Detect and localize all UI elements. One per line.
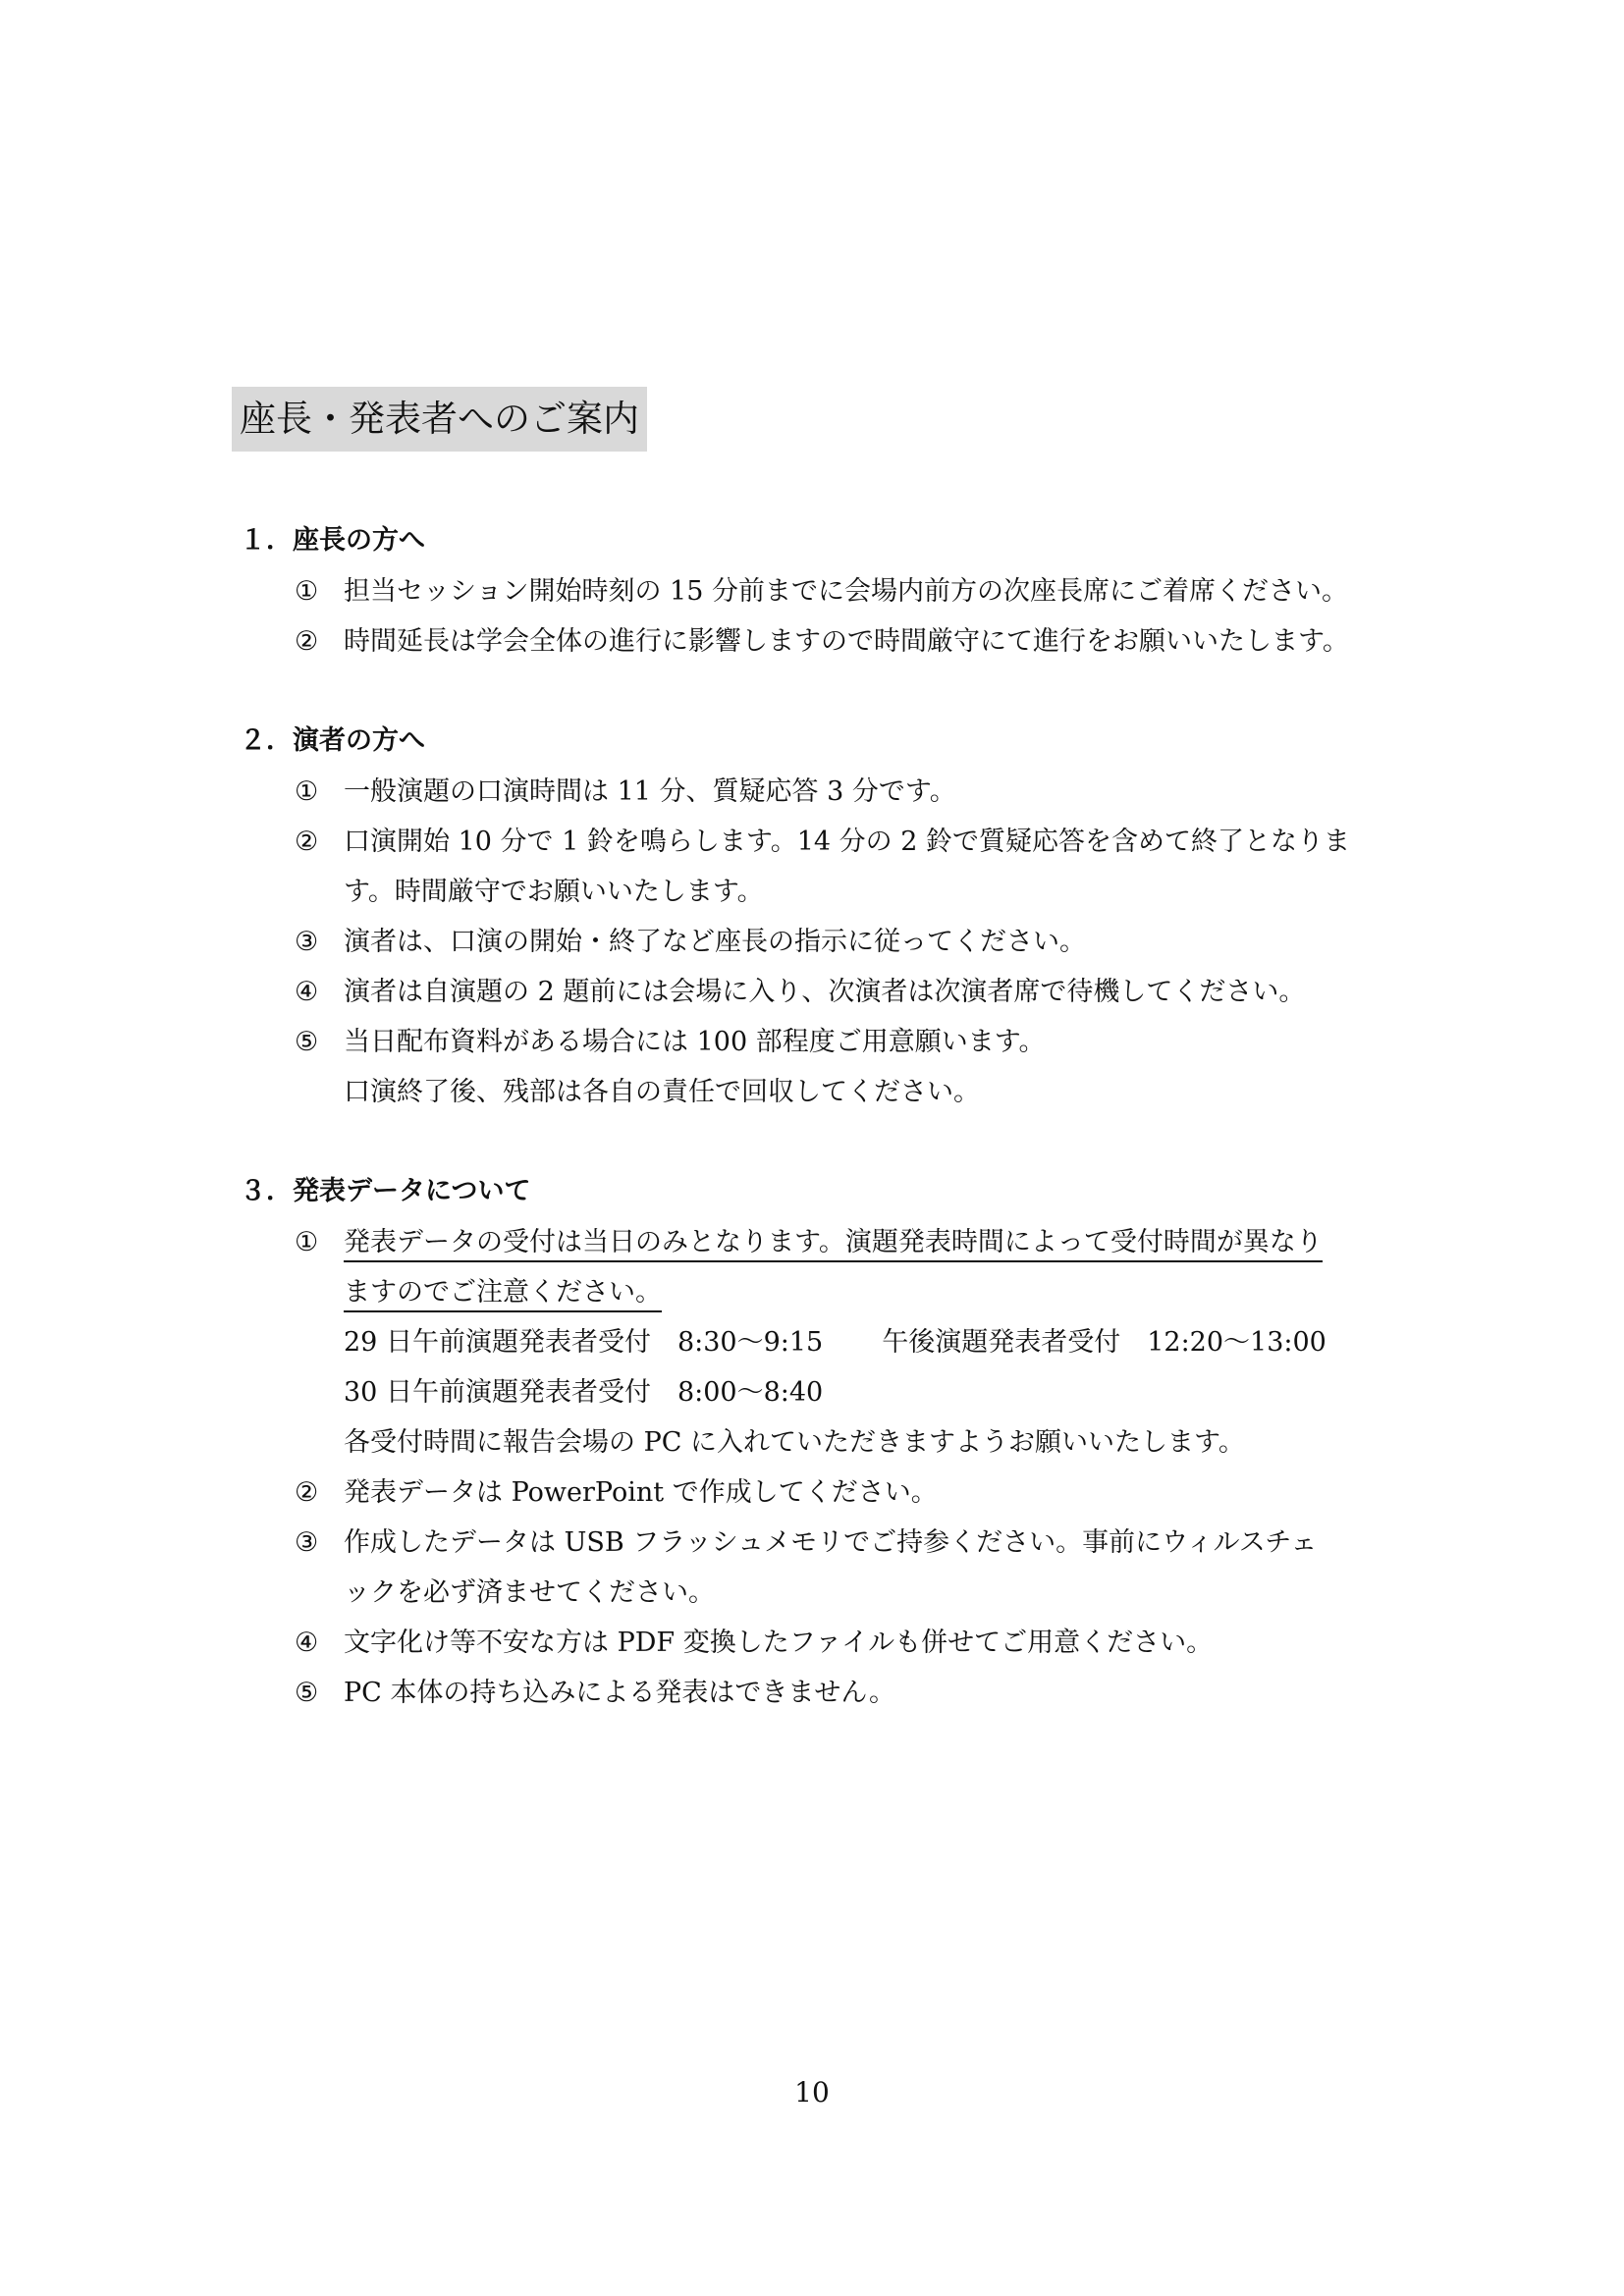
item-text: 演者は自演題の 2 題前には会場に入り、次演者は次演者席で待機してください。 [344,977,1306,1007]
section-heading-chairs: １．座長の方へ [240,525,425,556]
item-number: ② [295,827,319,857]
page-number: 10 [794,2076,830,2109]
list-item [295,773,956,812]
schedule-row-day30 [344,1373,823,1413]
list-item [295,1523,1317,1563]
item-number: ② [295,1477,319,1508]
item-number: ① [295,776,319,807]
item-text-continued [344,1273,662,1312]
item-text-continued: す。時間厳守でお願いいたします。 [344,877,764,907]
list-item [295,1473,938,1513]
schedule-time: 8:30～9:15 [677,1327,824,1358]
item-number: ① [295,576,319,607]
item-number: ③ [295,927,319,957]
section-heading-data: ３．発表データについて [240,1176,531,1206]
list-item [295,923,1086,962]
section-heading-presenters: ２．演者の方へ [240,725,425,756]
schedule-row-day29 [344,1323,1326,1362]
item-number: ② [295,626,319,657]
list-item [295,572,1348,612]
item-text: 作成したデータは USB フラッシュメモリでご持参ください。事前にウィルスチェ [344,1527,1318,1558]
item-text: 当日配布資料がある場合には 100 部程度ご用意願います。 [344,1027,1046,1057]
schedule-note: 各受付時間に報告会場の PC に入れていただきますようお願いいたします。 [344,1427,1245,1458]
item-text: 文字化け等不安な方は PDF 変換したファイルも併せてご用意ください。 [344,1628,1214,1658]
schedule-label: 30 日午前演題発表者受付 [344,1377,651,1408]
list-item [295,1023,1046,1062]
schedule-time: 8:00～8:40 [677,1377,824,1408]
item-text: 演者は、口演の開始・終了など座長の指示に従ってください。 [344,927,1086,957]
list-item [295,973,1305,1012]
item-text: 口演開始 10 分で 1 鈴を鳴らします。14 分の 2 鈴で質疑応答を含めて終了となりま [344,827,1350,857]
item-text-emphasis: 発表データの受付は当日のみとなります。演題発表時間によって受付時間が異なり [344,1227,1323,1262]
item-number: ④ [295,1628,319,1658]
schedule-label: 午後演題発表者受付 [882,1327,1121,1358]
item-text-emphasis: ますのでご注意ください。 [344,1277,662,1312]
item-number: ① [295,1227,319,1257]
schedule-label: 29 日午前演題発表者受付 [344,1327,651,1358]
item-text: 時間延長は学会全体の進行に影響しますので時間厳守にて進行をお願いいたします。 [344,626,1349,657]
item-number: ③ [295,1527,319,1558]
schedule-time: 12:20～13:00 [1147,1327,1326,1358]
item-text: PC 本体の持ち込みによる発表はできません。 [344,1678,896,1708]
list-item [295,622,1349,662]
list-item [295,1674,895,1713]
item-text-continued: ックを必ず済ませてください。 [344,1577,715,1608]
list-item [295,1223,1323,1262]
list-item [295,1624,1213,1663]
item-text: 担当セッション開始時刻の 15 分前までに会場内前方の次座長席にご着席ください。 [344,576,1348,607]
list-item [295,823,1350,862]
item-text: 発表データは PowerPoint で作成してください。 [344,1477,938,1508]
item-number: ④ [295,977,319,1007]
item-text: 一般演題の口演時間は 11 分、質疑応答 3 分です。 [344,776,956,807]
item-number: ⑤ [295,1678,319,1708]
page-title: 座長・発表者へのご案内 [232,387,647,452]
item-number: ⑤ [295,1027,319,1057]
item-text-continued: 口演終了後、残部は各自の責任で回収してください。 [344,1077,980,1107]
